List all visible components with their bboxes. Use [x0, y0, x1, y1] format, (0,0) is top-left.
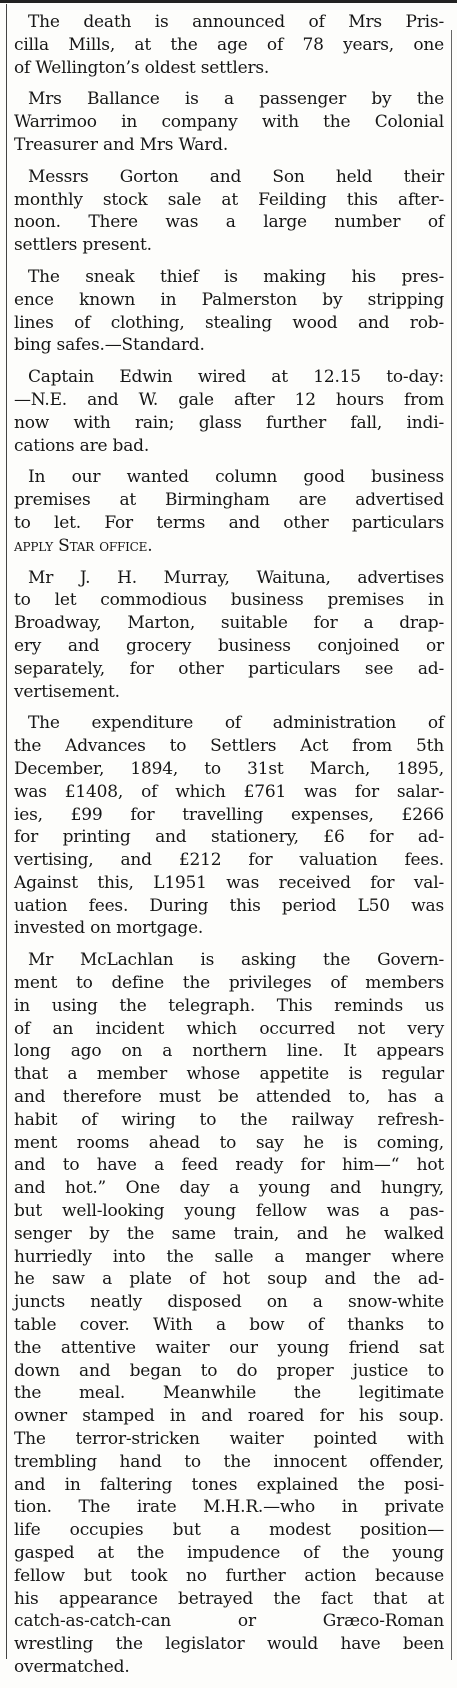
- text-line: that a member whose appetite is regular: [14, 1064, 444, 1085]
- text-line: juncts neatly disposed on a snow-white: [14, 1292, 444, 1313]
- paragraph-ballance-passenger: [14, 88, 444, 156]
- text-line: Captain Edwin wired at 12.15 to-day:: [28, 367, 444, 388]
- paragraph-mclachlan-telegraph: [14, 949, 444, 1679]
- text-line: in using the telegraph. This reminds us: [14, 995, 444, 1016]
- text-line: catch-as-catch-can or Græco-Roman: [14, 1611, 444, 1632]
- text-line: ery and grocery business conjoined or: [14, 635, 444, 656]
- text-line: ment to define the privileges of members: [14, 973, 444, 994]
- newspaper-column: [14, 11, 444, 1688]
- text-line: table cover. With a bow of thanks to: [14, 1315, 444, 1336]
- text-line: The expenditure of administration of: [28, 713, 444, 734]
- text-line: tion. The irate M.H.R.—who in private: [14, 1497, 444, 1518]
- text-line: and in faltering tones explained the posi-: [14, 1474, 444, 1495]
- paragraph-advances-expenditure: [14, 712, 444, 940]
- text-line: and therefore must be attended to, has a: [14, 1087, 444, 1108]
- text-line: settlers present.: [14, 235, 152, 256]
- text-line: the Advances to Settlers Act from 5th: [14, 736, 444, 757]
- text-line: Warrimoo in company with the Colonial: [14, 112, 444, 133]
- text-line: he saw a plate of hot soup and the ad-: [14, 1269, 444, 1290]
- text-line: the attentive waiter our young friend sat: [14, 1337, 444, 1358]
- text-line: ment rooms ahead to say he is coming,: [14, 1132, 444, 1153]
- text-line: and to have a feed ready for him—“ hot: [14, 1155, 444, 1176]
- text-line: apply Star office.: [14, 535, 153, 556]
- text-line: Mr J. H. Murray, Waituna, advertises: [28, 567, 444, 588]
- text-line: was £1408, of which £761 was for salar-: [14, 781, 444, 802]
- text-line: noon. There was a large number of: [14, 212, 444, 233]
- text-line: The sneak thief is making his pres-: [28, 266, 444, 287]
- paragraph-wanted-column: [14, 466, 444, 557]
- text-line: to let. For terms and other particulars: [14, 512, 444, 533]
- text-line: wrestling the legislator would have been: [14, 1634, 444, 1655]
- text-line: his appearance betrayed the fact that at: [14, 1588, 444, 1609]
- text-line: long ago on a northern line. It appears: [14, 1041, 444, 1062]
- text-line: December, 1894, to 31st March, 1895,: [14, 758, 444, 779]
- paragraph-stock-sale: [14, 166, 444, 257]
- text-line: gasped at the impudence of the young: [14, 1543, 444, 1563]
- text-line: for printing and stationery, £6 for ad-: [14, 827, 444, 848]
- text-line: premises at Birmingham are advertised: [14, 490, 444, 511]
- paragraph-death-notice: [14, 11, 444, 79]
- text-line: Broadway, Marton, suitable for a drap-: [14, 613, 444, 634]
- text-line: trembling hand to the innocent offender,: [14, 1451, 444, 1472]
- text-line: vertising, and £212 for valuation fees.: [14, 850, 444, 871]
- column-right-rule: [451, 30, 452, 1660]
- text-line: down and began to do proper justice to: [14, 1360, 444, 1381]
- text-line: ies, £99 for travelling expenses, £266: [14, 804, 444, 825]
- text-line: of Wellington’s oldest settlers.: [14, 57, 270, 78]
- text-line: overmatched.: [14, 1656, 130, 1677]
- text-line: bing safes.—Standard.: [14, 335, 205, 356]
- text-line: Mr McLachlan is asking the Govern-: [28, 950, 444, 971]
- text-line: life occupies but a modest position—: [14, 1520, 444, 1541]
- text-line: cations are bad.: [14, 435, 150, 456]
- text-line: Treasurer and Mrs Ward.: [14, 134, 229, 155]
- text-line: to let commodious business premises in: [14, 590, 444, 611]
- text-line: senger by the same train, and he walked: [14, 1223, 444, 1244]
- text-line: habit of wiring to the railway refresh-: [14, 1109, 444, 1130]
- text-line: separately, for other particulars see ad-: [14, 658, 444, 679]
- text-line: —N.E. and W. gale after 12 hours from: [14, 389, 444, 410]
- column-left-rule: [6, 4, 7, 1659]
- text-line: The terror-stricken waiter pointed with: [14, 1429, 444, 1450]
- paragraph-sneak-thief: [14, 266, 444, 357]
- paragraph-murray-advertisement: [14, 567, 444, 704]
- text-line: Against this, L1951 was received for val-: [14, 872, 444, 893]
- text-line: and hot.” One day a young and hungry,: [14, 1178, 444, 1199]
- text-line: lines of clothing, stealing wood and rob-: [14, 312, 444, 333]
- text-line: Mrs Ballance is a passenger by the: [28, 89, 444, 110]
- text-line: monthly stock sale at Feilding this after-: [14, 189, 444, 210]
- text-line: invested on mortgage.: [14, 918, 204, 939]
- paragraph-weather-captain-edwin: [14, 366, 444, 457]
- text-line: of an incident which occurred not very: [14, 1018, 444, 1039]
- text-line: uation fees. During this period L50 was: [14, 895, 444, 916]
- text-line: cilla Mills, at the age of 78 years, one: [14, 34, 444, 55]
- text-line: Messrs Gorton and Son held their: [28, 166, 444, 187]
- text-line: but well-looking young fellow was a pas-: [14, 1201, 444, 1222]
- text-line: In our wanted column good business: [28, 467, 444, 488]
- text-line: owner stamped in and roared for his soup.: [14, 1406, 444, 1427]
- text-line: now with rain; glass further fall, indi-: [14, 412, 444, 433]
- text-line: ence known in Palmerston by stripping: [14, 289, 444, 310]
- top-rule: [0, 0, 457, 8]
- text-line: fellow but took no further action because: [14, 1565, 444, 1586]
- text-line: The death is announced of Mrs Pris-: [28, 12, 444, 32]
- text-line: the meal. Meanwhile the legitimate: [14, 1383, 444, 1404]
- text-line: hurriedly into the salle a manger where: [14, 1246, 444, 1267]
- text-line: vertisement.: [14, 681, 120, 702]
